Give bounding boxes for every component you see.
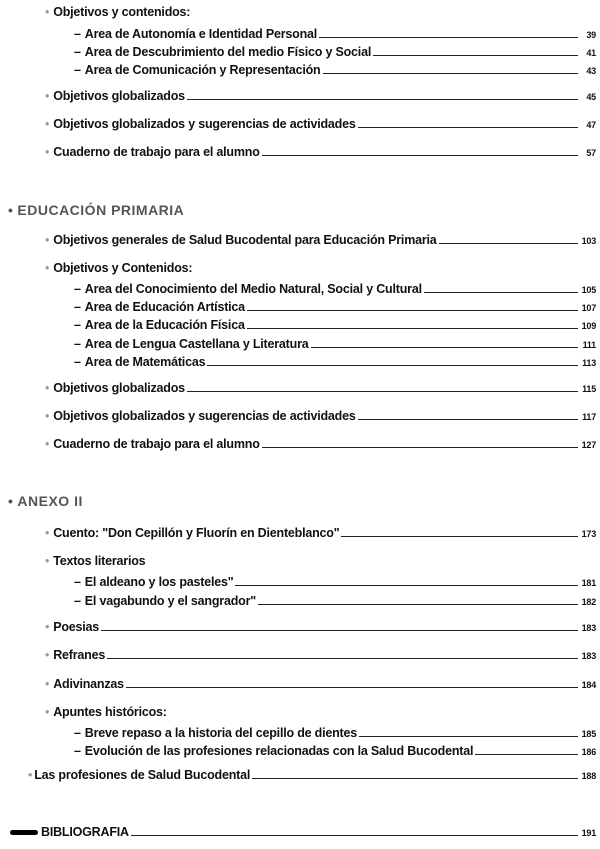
toc-entry[interactable]: • Objetivos globalizados 45 — [45, 89, 596, 103]
toc-entry: • Objetivos y contenidos: — [45, 5, 191, 19]
toc-entry[interactable]: – El aldeano y los pasteles" 181 — [74, 575, 596, 589]
toc-entry[interactable]: – Area de la Educación Física 109 — [74, 318, 596, 332]
toc-entry[interactable]: – Area de Educación Artística 107 — [74, 300, 596, 314]
dot-leader — [252, 778, 578, 779]
page-number: 107 — [581, 303, 596, 313]
toc-entry[interactable]: • Cuaderno de trabajo para el alumno 57 — [45, 145, 596, 159]
dot-leader — [262, 155, 578, 156]
section-heading-primaria: • EDUCACIÓN PRIMARIA — [8, 202, 185, 218]
section-heading-anexo: • ANEXO II — [8, 493, 83, 509]
toc-entry[interactable]: • Objetivos generales de Salud Bucodental para Educación Primaria 103 — [45, 233, 596, 247]
dot-leader — [126, 687, 578, 688]
page-number: 183 — [581, 651, 596, 661]
toc-entry[interactable]: • Adivinanzas 184 — [45, 677, 596, 691]
toc-entry[interactable]: • Las profesiones de Salud Bucodental 188 — [28, 768, 596, 782]
toc-entry: • Objetivos y Contenidos: — [45, 261, 193, 275]
toc-entry[interactable]: • Objetivos globalizados 115 — [45, 381, 596, 395]
dot-leader — [235, 585, 578, 586]
dot-leader — [358, 419, 578, 420]
toc-entry[interactable]: • Cuaderno de trabajo para el alumno 127 — [45, 437, 596, 451]
dot-leader — [319, 37, 578, 38]
page-number: 103 — [581, 236, 596, 246]
dot-leader — [187, 391, 578, 392]
dot-leader — [207, 365, 578, 366]
toc-entry[interactable]: – Area de Autonomía e Identidad Personal 39 — [74, 27, 596, 41]
page-number: 105 — [581, 285, 596, 295]
dot-leader — [187, 99, 578, 100]
page-number: 41 — [586, 48, 596, 58]
dot-leader — [131, 835, 578, 836]
page-number: 109 — [581, 321, 596, 331]
page-number: 188 — [581, 771, 596, 781]
dot-leader — [247, 310, 578, 311]
toc-entry[interactable]: • Poesias 183 — [45, 620, 596, 634]
toc-entry: • Textos literarios — [45, 554, 146, 568]
dot-leader — [311, 347, 579, 348]
page-number: 183 — [581, 623, 596, 633]
toc-entry-bibliografia[interactable]: BIBLIOGRAFIA 191 — [10, 825, 596, 839]
page-number: 184 — [581, 680, 596, 690]
dot-leader — [247, 328, 578, 329]
dot-leader — [341, 536, 578, 537]
page-number: 113 — [582, 358, 596, 368]
toc-entry[interactable]: • Objetivos globalizados y sugerencias de actividades 117 — [45, 409, 596, 423]
toc-entry[interactable]: – Area del Conocimiento del Medio Natural, Social y Cultural 105 — [74, 282, 596, 296]
page-number: 39 — [586, 30, 596, 40]
dot-leader — [262, 447, 578, 448]
toc-entry[interactable]: – Area de Comunicación y Representación 43 — [74, 63, 596, 77]
page-number: 127 — [581, 440, 596, 450]
toc-entry: • Apuntes históricos: — [45, 705, 167, 719]
toc-entry[interactable]: – Area de Matemáticas 113 — [74, 355, 596, 369]
page-number: 191 — [581, 828, 596, 838]
toc-entry[interactable]: – Area de Lengua Castellana y Literatura 111 — [74, 337, 596, 351]
dot-leader — [258, 604, 578, 605]
page-number: 181 — [581, 578, 596, 588]
page-number: 185 — [581, 729, 596, 739]
toc-entry[interactable]: • Refranes 183 — [45, 648, 596, 662]
page-number: 45 — [586, 92, 596, 102]
toc-entry[interactable]: • Cuento: "Don Cepillón y Fluorín en Dienteblanco" 173 — [45, 526, 596, 540]
dot-leader — [101, 630, 578, 631]
black-bar-marker — [10, 830, 38, 835]
dot-leader — [107, 658, 578, 659]
dot-leader — [439, 243, 578, 244]
dot-leader — [373, 55, 578, 56]
dot-leader — [359, 736, 578, 737]
page-number: 47 — [586, 120, 596, 130]
page-number: 182 — [581, 597, 596, 607]
dot-leader — [424, 292, 578, 293]
toc-entry[interactable]: • Objetivos globalizados y sugerencias de actividades 47 — [45, 117, 596, 131]
dot-leader — [358, 127, 578, 128]
page-number: 173 — [581, 529, 596, 539]
page-number: 111 — [582, 340, 596, 350]
page-number: 186 — [581, 747, 596, 757]
dot-leader — [323, 73, 579, 74]
page-number: 115 — [582, 384, 596, 394]
toc-entry[interactable]: – Area de Descubrimiento del medio Físico y Social 41 — [74, 45, 596, 59]
dot-leader — [475, 754, 578, 755]
toc-entry[interactable]: – Evolución de las profesiones relacionadas con la Salud Bucodental 186 — [74, 744, 596, 758]
page-number: 57 — [586, 148, 596, 158]
toc-entry[interactable]: – El vagabundo y el sangrador" 182 — [74, 594, 596, 608]
toc-entry[interactable]: – Breve repaso a la historia del cepillo de dientes 185 — [74, 726, 596, 740]
page-number: 117 — [582, 412, 596, 422]
page-number: 43 — [586, 66, 596, 76]
